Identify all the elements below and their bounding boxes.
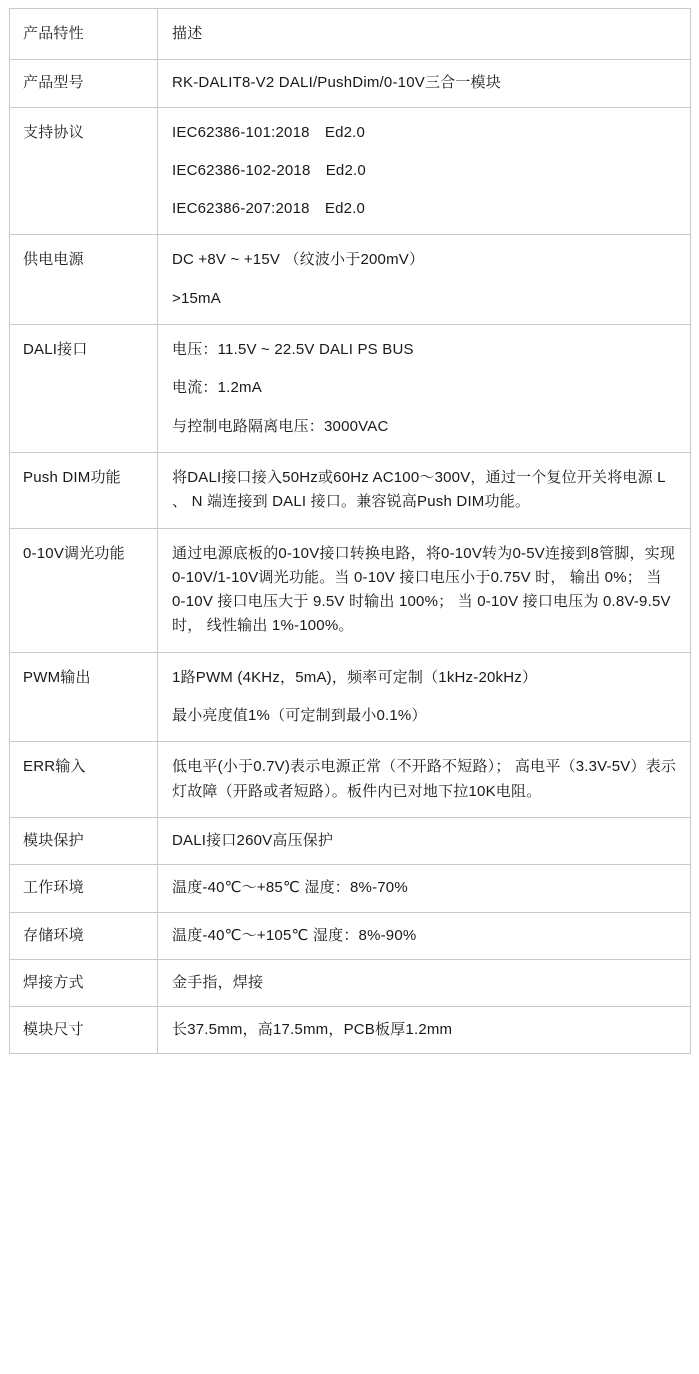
feature-cell: 工作环境 (10, 865, 158, 912)
table-header (10, 9, 691, 60)
column-header-description: 描述 (158, 9, 691, 60)
table-row (10, 865, 691, 912)
table-row (10, 235, 691, 325)
description-line: 金手指，焊接 (172, 973, 264, 991)
feature-cell: 模块保护 (10, 817, 158, 864)
description-line: 低电平(小于0.7V)表示电源正常（不开路不短路）； 高电平（3.3V-5V）表示灯故障（开路或者短路）。板件内已对地下拉10K电阻。 (172, 758, 677, 800)
feature-cell: 存储环境 (10, 912, 158, 959)
description-cell (158, 107, 691, 235)
feature-cell: 供电电源 (10, 235, 158, 325)
feature-cell: Push DIM功能 (10, 452, 158, 528)
feature-cell: DALI接口 (10, 325, 158, 453)
product-specification-table (9, 8, 691, 1054)
description-line: 温度-40℃～+105℃ 湿度：8%-90% (172, 926, 417, 944)
description-cell (158, 742, 691, 818)
table-header-row (10, 9, 691, 60)
description-line: 通过电源底板的0-10V接口转换电路，将0-10V转为0-5V连接到8管脚，实现0-10V/1-10V调光功能。当 0-10V 接口电压小于0.75V 时， 输出 0%； 当 0-10V 接口电压大于 9.5V 时输出 100%； 当 0-10V 接口电压为 0.8V-9.5V 时， 线性输出 1%-100%。 (172, 544, 676, 635)
description-line: RK-DALIT8-V2 DALI/PushDim/0-10V三合一模块 (172, 74, 501, 92)
description-line: DALI接口260V高压保护 (172, 831, 334, 849)
description-cell (158, 325, 691, 453)
description-line: 最小亮度值1%（可定制到最小0.1%） (172, 707, 427, 725)
description-line: 将DALI接口接入50Hz或60Hz AC100～300V，通过一个复位开关将电源 L 、 N 端连接到 DALI 接口。兼容锐高Push DIM功能。 (172, 468, 666, 511)
feature-cell: 模块尺寸 (10, 1007, 158, 1054)
description-line: IEC62386-102-2018 Ed2.0 (172, 161, 366, 179)
description-line: 温度-40℃～+85℃ 湿度：8%-70% (172, 879, 408, 897)
table-row (10, 652, 691, 742)
description-line: 电流：1.2mA (172, 379, 262, 397)
description-line: 电压：11.5V ~ 22.5V DALI PS BUS (172, 341, 414, 359)
description-line: IEC62386-207:2018 Ed2.0 (172, 200, 366, 218)
description-cell (158, 528, 691, 652)
description-line: 1路PWM (4KHz，5mA)，频率可定制（1kHz-20kHz） (172, 668, 538, 686)
table-body (10, 60, 691, 1054)
table-row (10, 60, 691, 107)
feature-cell: 产品型号 (10, 60, 158, 107)
description-cell (158, 1007, 691, 1054)
table-row (10, 742, 691, 818)
table-row (10, 325, 691, 453)
feature-cell: PWM输出 (10, 652, 158, 742)
feature-cell: 支持协议 (10, 107, 158, 235)
table-row (10, 452, 691, 528)
description-cell (158, 452, 691, 528)
table-row (10, 107, 691, 235)
feature-cell: ERR输入 (10, 742, 158, 818)
table-row (10, 912, 691, 959)
description-line: DC +8V ~ +15V （纹波小于200mV） (172, 251, 425, 269)
description-line: IEC62386-101:2018 Ed2.0 (172, 123, 366, 141)
description-cell (158, 912, 691, 959)
description-line: 与控制电路隔离电压：3000VAC (172, 417, 389, 435)
column-header-feature: 产品特性 (10, 9, 158, 60)
description-cell (158, 652, 691, 742)
description-line: >15mA (172, 289, 221, 307)
table-row (10, 1007, 691, 1054)
table-row (10, 959, 691, 1006)
description-cell (158, 817, 691, 864)
table-row (10, 817, 691, 864)
feature-cell: 焊接方式 (10, 959, 158, 1006)
table-row (10, 528, 691, 652)
description-line: 长37.5mm，高17.5mm，PCB板厚1.2mm (172, 1021, 453, 1039)
feature-cell: 0-10V调光功能 (10, 528, 158, 652)
description-cell (158, 235, 691, 325)
description-cell (158, 60, 691, 107)
description-cell (158, 959, 691, 1006)
description-cell (158, 865, 691, 912)
